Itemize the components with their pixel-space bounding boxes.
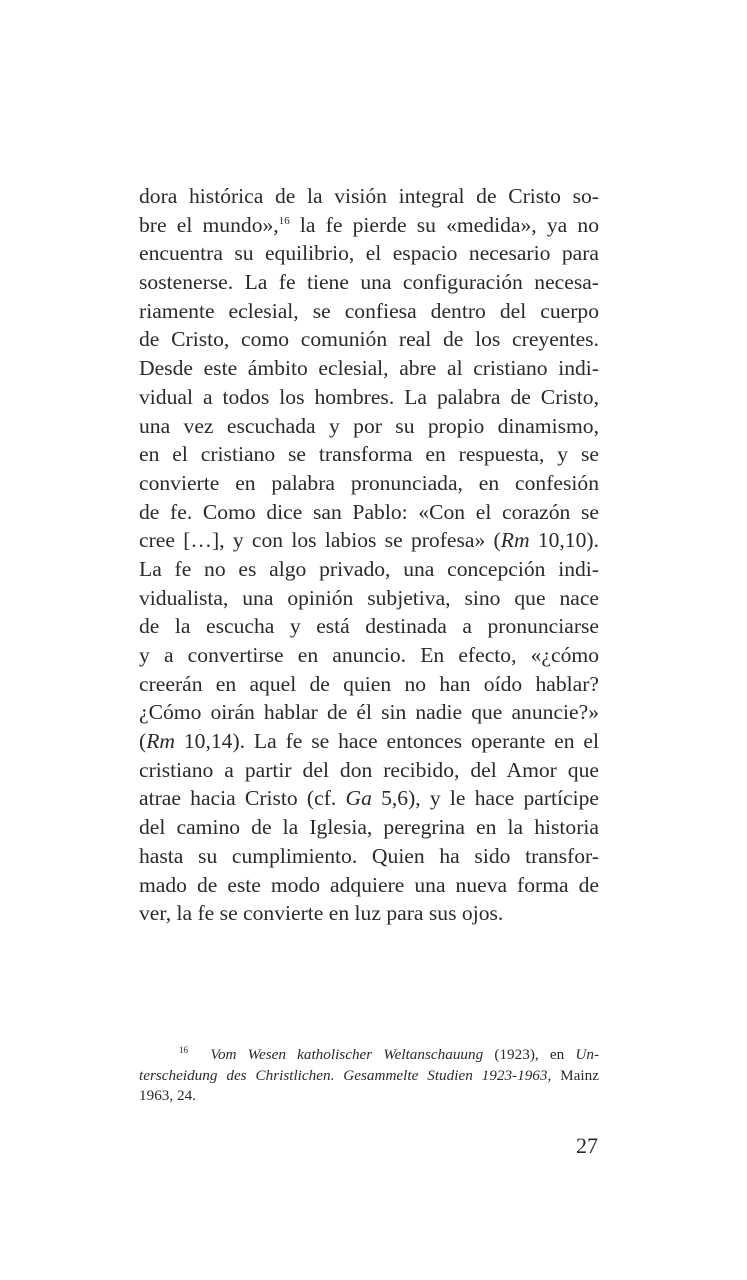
main-paragraph — [139, 182, 599, 928]
text-fragment: bre el mundo», — [139, 212, 279, 237]
text-line: de fe. Como dice san Pablo: «Con el corazón se — [139, 499, 599, 524]
text-line: y a convertirse en anuncio. En efecto, «¿cómo — [139, 643, 599, 667]
bible-reference: Rm — [146, 729, 175, 754]
footnote-line — [139, 1066, 599, 1087]
bible-reference: Rm — [500, 528, 530, 553]
text-line: de Cristo, como comunión real de los creyentes. — [139, 327, 599, 352]
text-line — [139, 211, 599, 240]
footnote-line — [139, 1045, 599, 1066]
text-line — [139, 727, 599, 756]
text-line: sostenerse. La fe tiene una configuración necesa- — [139, 270, 599, 295]
text-line — [139, 784, 599, 813]
text-line: mado de este modo adquiere una nueva forma de — [139, 872, 599, 897]
text-line: vidualista, una opinión subjetiva, sino que nace — [139, 585, 599, 610]
text-line: hasta su cumplimiento. Quien ha sido transfor- — [139, 843, 599, 868]
text-line: cristiano a partir del don recibido, del Amor que — [139, 757, 599, 782]
text-line: de la escucha y está destinada a pronunciarse — [139, 614, 599, 639]
text-fragment: la fe pierde su «medida», ya no — [289, 212, 599, 237]
text-line: creerán en aquel de quien no han oído hablar? — [139, 671, 599, 696]
text-line: dora histórica de la visión integral de Cristo so- — [139, 184, 599, 208]
footnote-year: (1923), en — [483, 1046, 576, 1063]
footnote-place: Mainz — [551, 1066, 599, 1084]
text-fragment: atrae hacia Cristo (cf. — [139, 786, 346, 811]
footnote-book: terscheidung des Christlichen. Gesammelte Studien 1923-1963, — [139, 1066, 552, 1084]
text-line: encuentra su equilibrio, el espacio necesario para — [139, 241, 599, 266]
text-line — [139, 526, 599, 555]
text-fragment: cree […], y con los labios se profesa» ( — [139, 528, 501, 553]
text-line: ¿Cómo oirán hablar de él sin nadie que anuncie?» — [139, 700, 599, 725]
text-line: del camino de la Iglesia, peregrina en la historia — [139, 815, 599, 840]
text-line: en el cristiano se transforma en respuesta, y se — [139, 442, 599, 467]
text-fragment: 10,14). La fe se hace entonces operante en el — [175, 729, 599, 754]
page-number: 27 — [576, 1133, 598, 1158]
text-line: convierte en palabra pronunciada, en confesión — [139, 470, 599, 495]
footnote-number: 16 — [179, 1044, 188, 1055]
text-line: Desde este ámbito eclesial, abre al cristiano indi- — [139, 356, 599, 381]
text-fragment: 5,6), y le hace partícipe — [371, 786, 600, 811]
text-line: ver, la fe se convierte en luz para sus ojos. — [139, 901, 504, 926]
text-line: vidual a todos los hombres. La palabra de Cristo, — [139, 384, 599, 409]
footnote — [139, 1045, 599, 1107]
text-line: una vez escuchada y por su propio dinamismo, — [139, 413, 599, 438]
footnote-title: Vom Wesen katholischer Weltanschauung — [210, 1046, 484, 1063]
text-line: riamente eclesial, se confiesa dentro del cuerpo — [139, 298, 599, 323]
text-line: La fe no es algo privado, una concepción indi- — [139, 556, 599, 581]
text-fragment: ( — [139, 729, 147, 754]
footnote-book: Un- — [575, 1046, 600, 1063]
bible-reference: Ga — [345, 786, 372, 811]
footnote-reference[interactable]: 16 — [278, 214, 290, 227]
text-fragment: 10,10). — [529, 528, 599, 553]
footnote-line: 1963, 24. — [139, 1087, 196, 1104]
